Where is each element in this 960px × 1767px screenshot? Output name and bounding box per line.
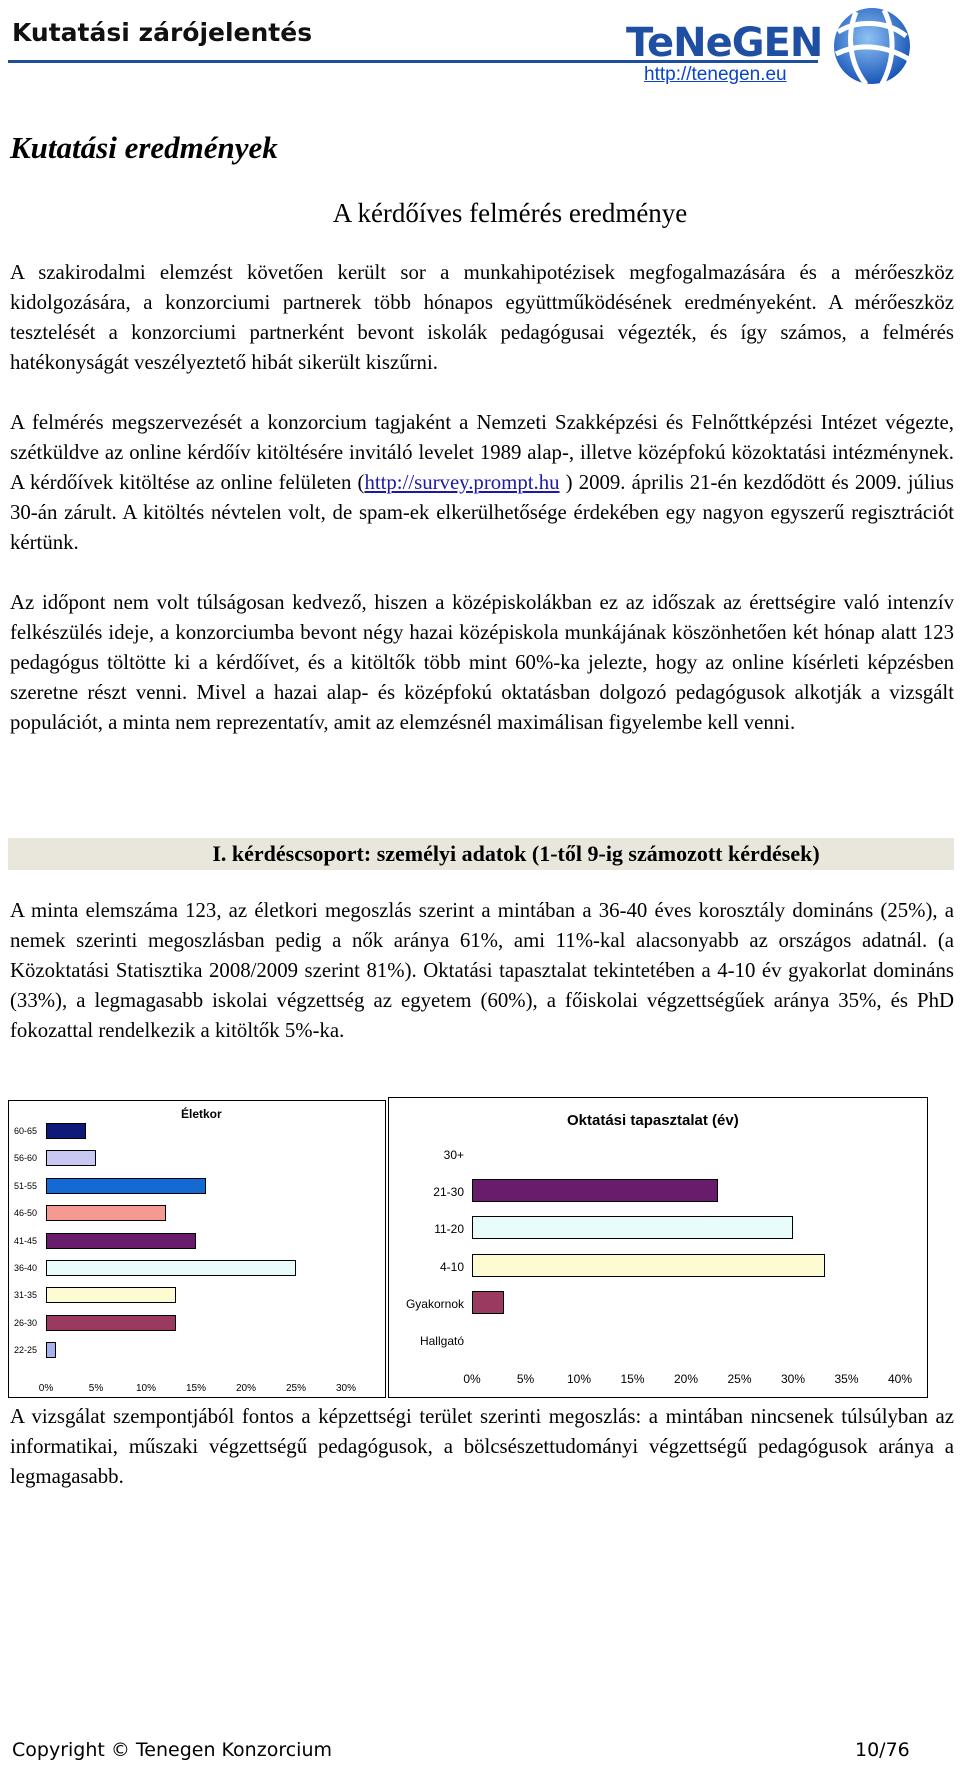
bar-31-35 (46, 1287, 176, 1303)
paragraph-survey-organization (10, 408, 954, 558)
tick-label: 20% (235, 1383, 256, 1394)
survey-link[interactable]: http://survey.prompt.hu (364, 471, 560, 494)
tick-label: 0% (38, 1383, 54, 1394)
bar-41-45 (46, 1233, 196, 1249)
bar-4-10 (472, 1254, 825, 1277)
category-label: 36-40 (14, 1263, 38, 1273)
category-label: 51-55 (14, 1180, 38, 1191)
teaching-experience-chart (388, 1097, 928, 1398)
page-header (0, 0, 960, 92)
paragraph-training-area: A vizsgálat szempontjából fontos a képzettségi terület szerinti megoszlás: a mintában nincsenek túlsúlyban az informatikai, műszaki végzettségű pedagógusok, a bölcsészettudományi végzettségű pedagógusok aránya a legmagasabb. (10, 1405, 954, 1488)
bar-46-50 (46, 1205, 166, 1221)
tick-label: 25% (285, 1383, 306, 1394)
category-label: 60-65 (14, 1126, 38, 1136)
chart-title: Oktatási tapasztalat (év) (567, 1112, 739, 1129)
tick-label: 25% (727, 1372, 752, 1386)
category-label: 31-35 (14, 1290, 38, 1301)
category-label: Hallgató (419, 1334, 464, 1348)
tick-label: 5% (88, 1383, 104, 1394)
bar-56-60 (46, 1150, 96, 1166)
chart-title: Életkor (181, 1107, 222, 1121)
bar-gyakornok (472, 1291, 504, 1314)
category-label: 41-45 (14, 1235, 38, 1246)
document-title: Kutatási zárójelentés (12, 18, 313, 47)
category-label: 56-60 (14, 1153, 38, 1164)
section-subtitle: A kérdőíves felmérés eredménye (332, 198, 688, 228)
page-number: 10/76 (855, 1739, 910, 1761)
category-label: 4-10 (439, 1259, 464, 1274)
footer-copyright: Copyright © Tenegen Konzorcium (12, 1739, 332, 1761)
category-label: 30+ (443, 1148, 464, 1162)
paragraph-text: ) 2009. április 21-én kezdődött és 2009. július 30-án zárult. A kitöltés névtelen volt, de spam-ek elkerülhetősége érdekében egy nagyon egyszerű regisztrációt kértünk. (10, 471, 954, 554)
tenegen-link[interactable]: http://tenegen.eu (644, 64, 787, 85)
category-label: 21-30 (433, 1185, 464, 1200)
paragraph-timing: Az időpont nem volt túlságosan kedvező, hiszen a középiskolákban ez az időszak az érettségire való intenzív felkészülés ideje, a konzorciumba bevont négy hazai középiskola munkájának köszönhetően két hónap alatt 123 pedagógus töltötte ki a kérdőívet, és a kitöltők több mint 60%-ka jelezte, hogy az online kísérleti képzésben szeretne részt venni. Mivel a hazai alap- és középfokú oktatásban dolgozó pedagógusok alkotják a vizsgált populációt, a minta nem reprezentatív, amit az elemzésnél maximálisan figyelembe kell venni. (10, 591, 954, 734)
paragraph-sample: A minta elemszáma 123, az életkori megoszlás szerint a mintában a 36-40 éves korosztály domináns (25%), a nemek szerinti megoszlásban pedig a nők aránya 61%, ami 11%-kal alacsonyabb az országos adatnál. (a Közoktatási Statisztika 2008/2009 szerint 81%). Oktatási tapasztalat tekintetében a 4-10 év gyakorlat domináns (33%), a legmagasabb iskolai végzettség az egyetem (60%), a főiskolai végzettségűek aránya 35%, és PhD fokozattal rendelkezik a kitöltők 5%-ka. (10, 899, 954, 1042)
age-chart (8, 1100, 386, 1398)
tick-label: 15% (620, 1372, 645, 1386)
bar-11-20 (472, 1216, 793, 1239)
bar-51-55 (46, 1178, 206, 1194)
paragraph-intro: A szakirodalmi elemzést követően került sor a munkahipotézisek megfogalmazására és a mérőeszköz kidolgozására, a konzorciumi partnerek több hónapos együttműködésének eredményeként. A mérőeszköz tesztelését a konzorciumi partnerként bevont iskolák pedagógusai végezték, és így számos, a felmérés hatékonyságát veszélyeztető hibát sikerült kiszűrni. (10, 261, 954, 374)
tick-label: 35% (834, 1372, 859, 1386)
category-label: 46-50 (14, 1208, 38, 1219)
tick-label: 5% (516, 1372, 535, 1386)
bar-36-40 (46, 1260, 296, 1276)
bar-22-25 (46, 1342, 56, 1358)
category-label: 11-20 (434, 1222, 464, 1237)
tick-label: 30% (335, 1383, 356, 1394)
tick-label: 0% (463, 1372, 481, 1386)
tick-label: 20% (673, 1372, 699, 1386)
tick-label: 10% (566, 1372, 592, 1386)
bar-21-30 (472, 1179, 718, 1202)
tick-label: 30% (780, 1372, 806, 1386)
section-title: Kutatási eredmények (10, 130, 278, 165)
paragraph-text: A felmérés megszervezését a konzorcium tagjaként a Nemzeti Szakképzési és Felnőttképzési Intézet végezte, szétküldve az online kérdőív kitöltésére invitáló levelet 1989 alap-, illetve középfokú közoktatási intézménynek. A kérdőívek kitöltése az online felületen ( (10, 411, 954, 494)
category-label: Gyakornok (405, 1296, 464, 1311)
tenegen-logo: TeNeGEN (626, 20, 823, 66)
tick-label: 10% (135, 1383, 156, 1394)
category-label: 26-30 (14, 1317, 38, 1328)
globe-logo-icon (826, 2, 914, 88)
group-heading: I. kérdéscsoport: személyi adatok (1-től 9-ig számozott kérdések) (8, 838, 954, 870)
tick-label: 40% (887, 1372, 913, 1386)
bar-60-65 (46, 1123, 86, 1139)
tick-label: 15% (185, 1383, 206, 1394)
category-label: 22-25 (14, 1345, 38, 1356)
bar-26-30 (46, 1315, 176, 1331)
